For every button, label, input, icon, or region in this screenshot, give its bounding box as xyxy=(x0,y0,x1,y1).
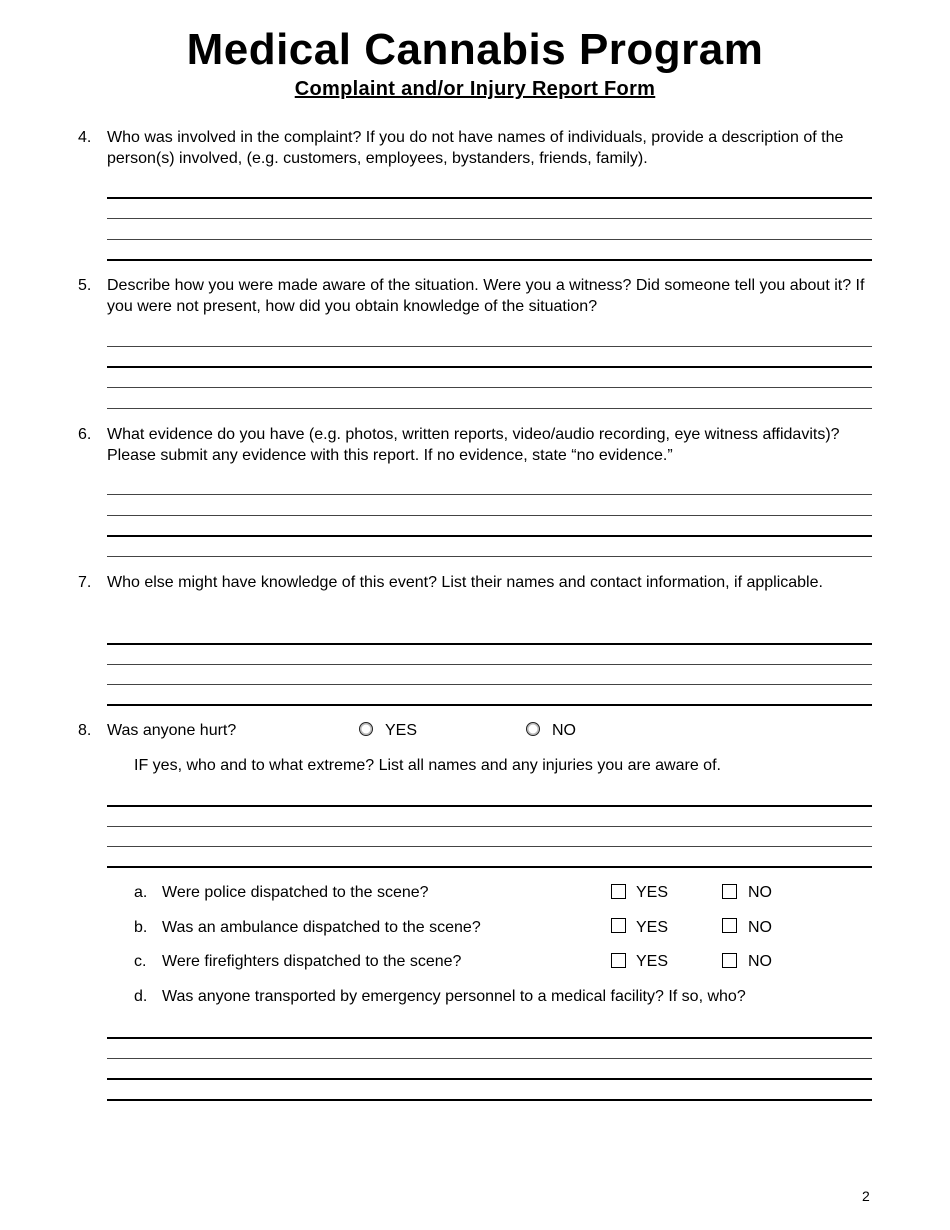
question-number: 8. xyxy=(78,722,92,739)
question-text: Who was involved in the complaint? If you do not have names of individuals, provide a description of the person(s) involved, (e.g. customers, employees, bystanders, friends, family). xyxy=(107,129,844,167)
no-checkbox[interactable] xyxy=(722,918,737,933)
subquestion-letter: b. xyxy=(134,919,148,936)
yes-label: YES xyxy=(636,953,669,970)
no-label: NO xyxy=(552,722,576,739)
answer-line[interactable] xyxy=(107,387,872,388)
yes-checkbox[interactable] xyxy=(611,953,626,968)
question-number: 5. xyxy=(78,277,92,294)
subquestion-text: Were police dispatched to the scene? xyxy=(162,884,429,901)
answer-line[interactable] xyxy=(107,408,872,409)
answer-line[interactable] xyxy=(107,1037,872,1039)
answer-line[interactable] xyxy=(107,664,872,665)
no-label: NO xyxy=(748,884,772,901)
answer-line[interactable] xyxy=(107,218,872,219)
yes-label: YES xyxy=(636,919,669,936)
answer-line[interactable] xyxy=(107,197,872,199)
answer-line[interactable] xyxy=(107,346,872,347)
answer-line[interactable] xyxy=(107,1078,872,1080)
yes-checkbox[interactable] xyxy=(611,884,626,899)
question-text: What evidence do you have (e.g. photos, written reports, video/audio recording, eye witness affidavits)? Please submit any evidence with this report. If no evidence, state “no evidence.” xyxy=(107,426,840,464)
subquestion-letter: a. xyxy=(134,884,148,901)
answer-line[interactable] xyxy=(107,1058,872,1059)
form-subtitle: Complaint and/or Injury Report Form xyxy=(294,78,656,100)
answer-line[interactable] xyxy=(107,239,872,240)
no-label: NO xyxy=(748,919,772,936)
yes-label: YES xyxy=(385,722,418,739)
no-label: NO xyxy=(748,953,772,970)
answer-line[interactable] xyxy=(107,866,872,868)
yes-radio[interactable] xyxy=(359,722,373,736)
question-number: 4. xyxy=(78,129,92,146)
answer-line[interactable] xyxy=(107,846,872,847)
page-title: Medical Cannabis Program xyxy=(186,25,764,74)
question-text: Was anyone hurt? xyxy=(107,722,237,739)
answer-line[interactable] xyxy=(107,826,872,827)
answer-line[interactable] xyxy=(107,515,872,516)
yes-label: YES xyxy=(636,884,669,901)
subquestion-text: Were firefighters dispatched to the scene? xyxy=(162,953,462,970)
question-number: 7. xyxy=(78,574,92,591)
no-checkbox[interactable] xyxy=(722,884,737,899)
answer-line[interactable] xyxy=(107,494,872,495)
page-number: 2 xyxy=(862,1188,870,1204)
followup-text: IF yes, who and to what extreme? List all names and any injuries you are aware of. xyxy=(134,757,721,774)
no-checkbox[interactable] xyxy=(722,953,737,968)
subquestion-letter: c. xyxy=(134,953,147,970)
question-number: 6. xyxy=(78,426,92,443)
subquestion-text: Was anyone transported by emergency personnel to a medical facility? If so, who? xyxy=(162,988,746,1005)
subquestion-text: Was an ambulance dispatched to the scene? xyxy=(162,919,481,936)
yes-checkbox[interactable] xyxy=(611,918,626,933)
subquestion-letter: d. xyxy=(134,988,148,1005)
question-text: Who else might have knowledge of this event? List their names and contact information, if applicable. xyxy=(107,574,823,591)
no-radio[interactable] xyxy=(526,722,540,736)
answer-line[interactable] xyxy=(107,556,872,557)
answer-line[interactable] xyxy=(107,643,872,645)
answer-line[interactable] xyxy=(107,805,872,807)
answer-line[interactable] xyxy=(107,535,872,537)
answer-line[interactable] xyxy=(107,259,872,261)
question-text: Describe how you were made aware of the situation. Were you a witness? Did someone tell you about it? If you were not present, how did you obtain knowledge of the situation? xyxy=(107,277,865,315)
answer-line[interactable] xyxy=(107,1099,872,1101)
answer-line[interactable] xyxy=(107,684,872,685)
answer-line[interactable] xyxy=(107,366,872,368)
answer-line[interactable] xyxy=(107,704,872,706)
